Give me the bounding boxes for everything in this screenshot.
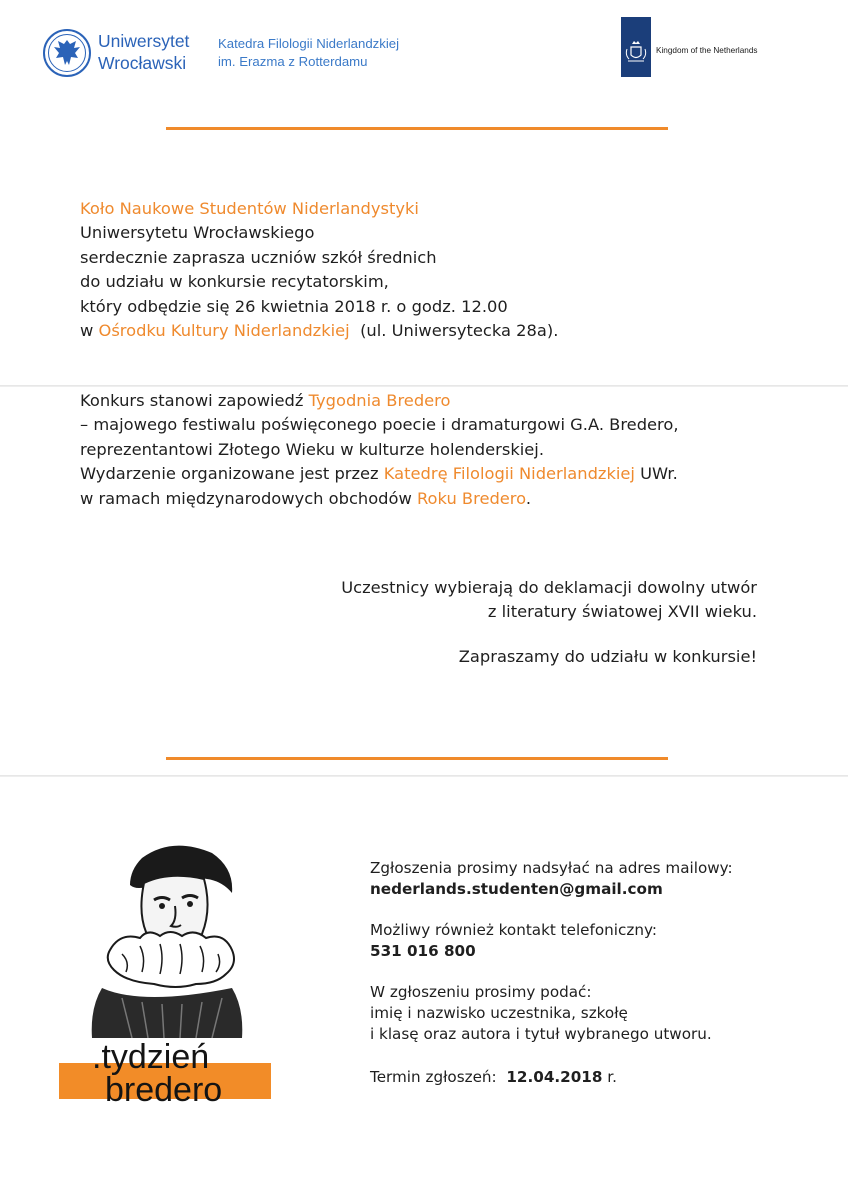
brand-line-1: .tydzień <box>92 1038 210 1076</box>
phone-label: Możliwy również kontakt telefoniczny: <box>370 921 657 939</box>
invitation-line: Uniwersytetu Wrocławskiego <box>80 223 315 243</box>
about-line <box>80 389 679 413</box>
about-line <box>80 462 679 486</box>
year-prefix: w ramach międzynarodowych obchodów <box>80 488 417 508</box>
invitation-block <box>80 197 558 343</box>
phone-number[interactable]: 531 016 800 <box>370 942 476 960</box>
department-name-line1: Katedra Filologii Niderlandzkiej <box>218 36 400 51</box>
about-prefix: Konkurs stanowi zapowiedź <box>80 391 309 410</box>
rules-line: z literatury światowej XVII wieku. <box>487 602 757 622</box>
organizer-prefix: Wydarzenie organizowane jest przez <box>80 464 384 484</box>
about-line <box>80 487 679 511</box>
invitation-venue-line <box>80 319 558 343</box>
university-eagle-crest-icon <box>42 28 92 78</box>
venue-name: Ośrodku Kultury Niderlandzkiej <box>98 321 350 341</box>
about-line: reprezentantowi Złotego Wieku w kulturze holenderskiej. <box>80 439 545 459</box>
festival-name: Tygodnia Bredero <box>308 391 451 410</box>
deadline-line <box>370 1067 733 1088</box>
deadline-suffix: r. <box>607 1068 617 1086</box>
invitation-line: serdecznie zaprasza uczniów szkół średnich <box>80 247 437 267</box>
department-name <box>218 35 399 71</box>
organizer-name: Katedrę Filologii Niderlandzkiej <box>383 464 635 484</box>
deadline-label: Termin zgłoszeń: <box>370 1068 497 1086</box>
email-address[interactable]: nederlands.studenten@gmail.com <box>370 880 663 898</box>
email-label: Zgłoszenia prosimy nadsyłać na adres mailowy: <box>370 859 733 877</box>
bottom-divider <box>166 757 668 760</box>
university-name-line1: Uniwersytet <box>98 31 190 51</box>
fold-line <box>0 385 848 387</box>
info-line: imię i nazwisko uczestnika, szkołę <box>370 1004 628 1022</box>
top-divider <box>166 127 668 130</box>
rules-block <box>341 576 757 669</box>
invitation-line: do udziału w konkursie recytatorskim, <box>80 272 389 292</box>
brand-line-2: bredero <box>105 1071 223 1109</box>
venue-address: (ul. Uniwersytecka 28a). <box>360 321 559 341</box>
organizer-suffix: UWr. <box>634 464 678 484</box>
bredero-portrait-icon <box>82 838 252 1038</box>
organization-name: Koło Naukowe Studentów Niderlandystyki <box>80 199 419 218</box>
deadline-date: 12.04.2018 <box>506 1068 603 1086</box>
rules-line: Uczestnicy wybierają do deklamacji dowolny utwór <box>341 578 757 597</box>
info-line: W zgłoszeniu prosimy podać: <box>370 983 592 1001</box>
university-name <box>98 30 189 74</box>
kingdom-label: Kingdom of the Netherlands <box>656 46 758 55</box>
contact-block <box>370 858 733 1088</box>
invitation-date-line: który odbędzie się 26 kwietnia 2018 r. o godz. 12.00 <box>80 296 508 316</box>
about-block <box>80 389 679 511</box>
info-line: i klasę oraz autora i tytuł wybranego utworu. <box>370 1025 712 1043</box>
university-name-line2: Wrocławski <box>98 53 187 73</box>
year-suffix: . <box>525 488 532 508</box>
department-name-line2: im. Erazma z Rotterdamu <box>218 54 368 69</box>
dutch-coat-of-arms-icon <box>621 17 651 77</box>
about-line: – majowego festiwalu poświęconego poecie i dramaturgowi G.A. Bredero, <box>80 415 679 435</box>
closing-line: Zapraszamy do udziału w konkursie! <box>458 646 757 666</box>
venue-prefix: w <box>80 321 99 341</box>
fold-line <box>0 775 848 777</box>
year-name: Roku Bredero <box>416 488 526 508</box>
